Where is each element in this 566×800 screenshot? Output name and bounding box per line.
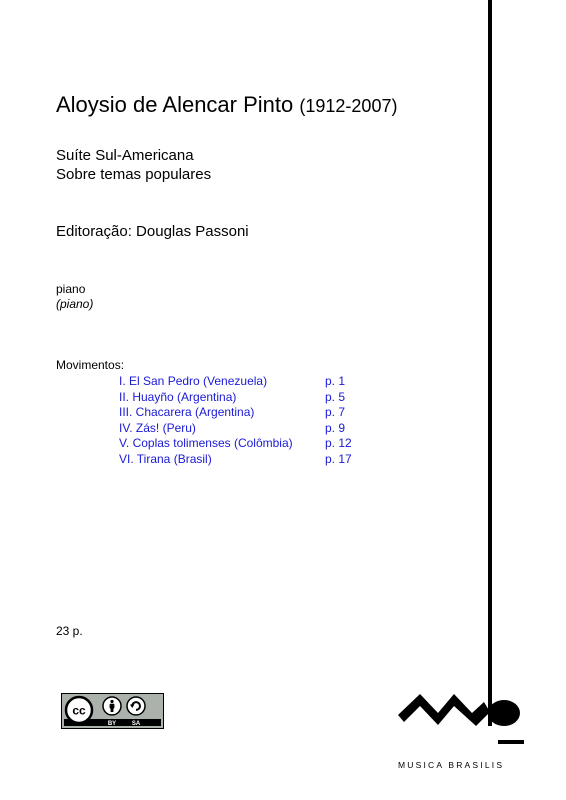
share-alike-icon — [127, 697, 145, 715]
movement-link[interactable] — [119, 452, 352, 468]
cc-license-badge[interactable] — [61, 693, 164, 729]
movement-title: I. El San Pedro (Venezuela) — [119, 374, 268, 388]
movement-title: II. Huayño (Argentina) — [119, 389, 237, 404]
movements-label: Movimentos: — [56, 358, 125, 372]
movement-title: V. Coplas tolimenses (Colômbia) — [119, 436, 293, 450]
movements-list — [119, 374, 352, 467]
composer-name: Aloysio de Alencar Pinto — [56, 92, 294, 117]
cc-text: cc — [72, 703, 86, 718]
movement-title: VI. Tirana (Brasil) — [119, 451, 212, 466]
work-title-block — [56, 146, 211, 184]
instrument-alt-name: (piano) — [56, 297, 94, 311]
movement-link[interactable] — [119, 421, 352, 437]
cc-icon — [66, 697, 92, 723]
sa-label: SA — [131, 721, 141, 727]
movement-page: p. 5 — [325, 389, 346, 404]
movement-link[interactable] — [119, 405, 352, 421]
attribution-icon — [103, 697, 121, 715]
cc-license-graphic — [62, 694, 163, 728]
movement-page: p. 17 — [325, 451, 352, 466]
composer-heading — [56, 92, 397, 118]
page-count: 23 p. — [56, 624, 83, 638]
brand-name: MUSICA BRASILIS — [398, 760, 505, 770]
vertical-rule — [488, 0, 492, 726]
movement-title: IV. Zás! (Peru) — [119, 420, 196, 435]
instrumentation — [56, 282, 93, 312]
movement-page: p. 9 — [325, 420, 346, 435]
movement-page: p. 12 — [325, 436, 352, 450]
musica-brasilis-logo-icon — [398, 680, 528, 750]
movement-link[interactable] — [119, 390, 352, 406]
movement-link[interactable] — [119, 436, 352, 452]
by-label: BY — [107, 721, 117, 727]
movement-link[interactable] — [119, 374, 352, 390]
movement-page: p. 1 — [325, 374, 346, 388]
editor-credit: Editoração: Douglas Passoni — [56, 223, 249, 240]
instrument-name: piano — [56, 282, 86, 296]
work-title: Suíte Sul-Americana — [56, 147, 194, 164]
movement-title: III. Chacarera (Argentina) — [119, 405, 255, 419]
composer-dates: (1912-2007) — [299, 96, 398, 116]
work-subtitle: Sobre temas populares — [56, 166, 212, 183]
movement-page: p. 7 — [325, 405, 346, 419]
